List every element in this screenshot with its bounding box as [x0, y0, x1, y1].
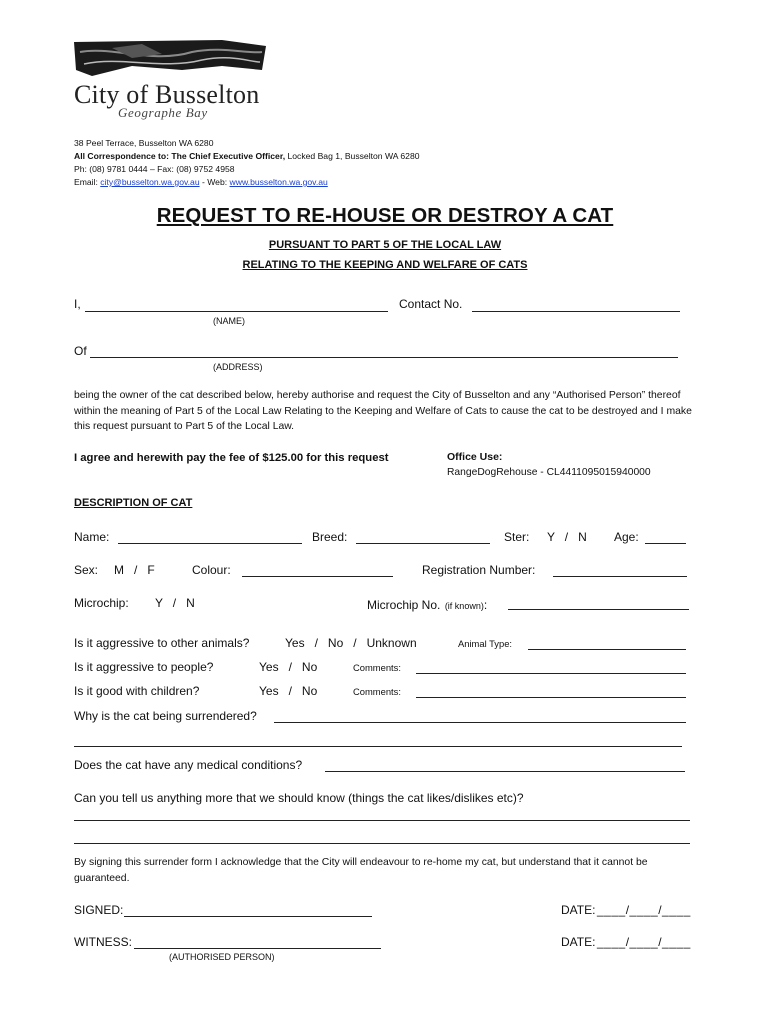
sex-label: Sex: — [74, 563, 99, 577]
acknowledgement-text: By signing this surrender form I acknowledge that the City will endeavour to re-home my cat, but understand that it cannot be guaranteed. — [74, 857, 648, 884]
colour-label: Colour: — [192, 563, 231, 577]
anything-more-question: Can you tell us anything more that we should know (things the cat likes/dislikes etc)? — [74, 791, 524, 805]
contact-label: Contact No. — [399, 297, 463, 311]
signed-field[interactable] — [124, 916, 372, 917]
witness-label: WITNESS: — [74, 935, 133, 949]
breed-field[interactable] — [356, 543, 490, 544]
web-link[interactable]: www.busselton.wa.gov.au — [229, 177, 328, 187]
microchip-options[interactable]: Y / N — [155, 596, 195, 610]
email-web-line — [74, 177, 328, 187]
comments-label-1: Comments: — [353, 662, 401, 673]
logo-title: City of Busselton — [74, 80, 260, 109]
why-surrendered-field-2[interactable] — [74, 746, 682, 747]
age-field[interactable] — [645, 543, 686, 544]
office-use-label: Office Use: — [447, 451, 503, 463]
date-label-1: DATE: — [561, 903, 596, 917]
date-field-2[interactable]: ____/____/____ — [597, 935, 691, 949]
aggressive-animals-options[interactable]: Yes / No / Unknown — [285, 636, 417, 650]
microchip-no-label-group — [367, 596, 487, 614]
address-field[interactable] — [90, 357, 678, 358]
comments-label-2: Comments: — [353, 686, 401, 697]
of-label: Of — [74, 344, 87, 358]
aggressive-people-question: Is it aggressive to people? — [74, 660, 214, 674]
microchip-no-label: Microchip No. — [367, 598, 441, 612]
good-children-question: Is it good with children? — [74, 684, 200, 698]
email-link[interactable]: city@busselton.wa.gov.au — [100, 177, 200, 187]
correspondence-to: The Chief Executive Officer, — [171, 151, 286, 161]
contact-field[interactable] — [472, 311, 680, 312]
ster-label: Ster: — [504, 530, 530, 544]
name-field[interactable] — [85, 311, 388, 312]
microchip-label: Microchip: — [74, 596, 129, 610]
form-title: REQUEST TO RE-HOUSE OR DESTROY A CAT — [156, 204, 614, 227]
why-surrendered-question: Why is the cat being surrendered? — [74, 709, 257, 723]
ster-options[interactable]: Y / N — [547, 530, 587, 544]
comments-field-1[interactable] — [416, 673, 686, 674]
anything-more-field-1[interactable] — [74, 820, 690, 821]
description-heading: DESCRIPTION OF CAT — [74, 497, 193, 509]
correspondence-rest: Locked Bag 1, Busselton WA 6280 — [285, 151, 420, 161]
registration-label: Registration Number: — [422, 563, 536, 577]
age-label: Age: — [614, 530, 639, 544]
cat-name-field[interactable] — [118, 543, 302, 544]
date-label-2: DATE: — [561, 935, 596, 949]
address-line: 38 Peel Terrace, Busselton WA 6280 — [74, 138, 214, 148]
breed-label: Breed: — [312, 530, 348, 544]
signed-label: SIGNED: — [74, 903, 124, 917]
email-label: Email: — [74, 177, 101, 187]
witness-field[interactable] — [134, 948, 381, 949]
medical-question: Does the cat have any medical conditions? — [74, 758, 303, 772]
comments-field-2[interactable] — [416, 697, 686, 698]
medical-field[interactable] — [325, 771, 685, 772]
i-label: I, — [74, 297, 81, 311]
good-children-options[interactable]: Yes / No — [259, 684, 318, 698]
form-subtitle-2: RELATING TO THE KEEPING AND WELFARE OF CATS — [242, 259, 528, 271]
web-label: - Web: — [199, 177, 230, 187]
name-caption: (NAME) — [213, 316, 245, 326]
why-surrendered-field[interactable] — [274, 722, 686, 723]
office-use-value: RangeDogRehouse - CL4411095015940000 — [447, 467, 651, 478]
animal-type-label: Animal Type: — [458, 638, 513, 649]
microchip-no-colon: : — [483, 598, 488, 612]
phone-line: Ph: (08) 9781 0444 – Fax: (08) 9752 4958 — [74, 164, 235, 174]
colour-field[interactable] — [242, 576, 393, 577]
form-subtitle-1: PURSUANT TO PART 5 OF THE LOCAL LAW — [268, 239, 502, 251]
authorised-caption: (AUTHORISED PERSON) — [169, 952, 275, 962]
aggressive-people-options[interactable]: Yes / No — [259, 660, 318, 674]
cat-name-label: Name: — [74, 530, 110, 544]
logo-subtitle: Geographe Bay — [118, 105, 208, 120]
microchip-no-field[interactable] — [508, 609, 689, 610]
sex-options[interactable]: M / F — [114, 563, 155, 577]
date-field-1[interactable]: ____/____/____ — [597, 903, 691, 917]
authorisation-statement: being the owner of the cat described below, hereby authorise and request the City of Busselton and any “Authorised Person” thereof within the meaning of Part 5 of the Local Law Relating to the Keeping and Welfare of Cats to cause the cat to be destroyed and I make this request pursuant to Part 5 of the Local Law. — [74, 390, 692, 432]
anything-more-field-2[interactable] — [74, 843, 690, 844]
aggressive-animals-question: Is it aggressive to other animals? — [74, 636, 250, 650]
registration-field[interactable] — [553, 576, 687, 577]
fee-statement: I agree and herewith pay the fee of $125.00 for this request — [74, 452, 389, 464]
correspondence-label: All Correspondence to: — [74, 151, 170, 161]
correspondence-line — [74, 151, 420, 161]
animal-type-field[interactable] — [528, 649, 686, 650]
microchip-no-note: (if known) — [444, 601, 484, 611]
address-caption: (ADDRESS) — [213, 362, 263, 372]
